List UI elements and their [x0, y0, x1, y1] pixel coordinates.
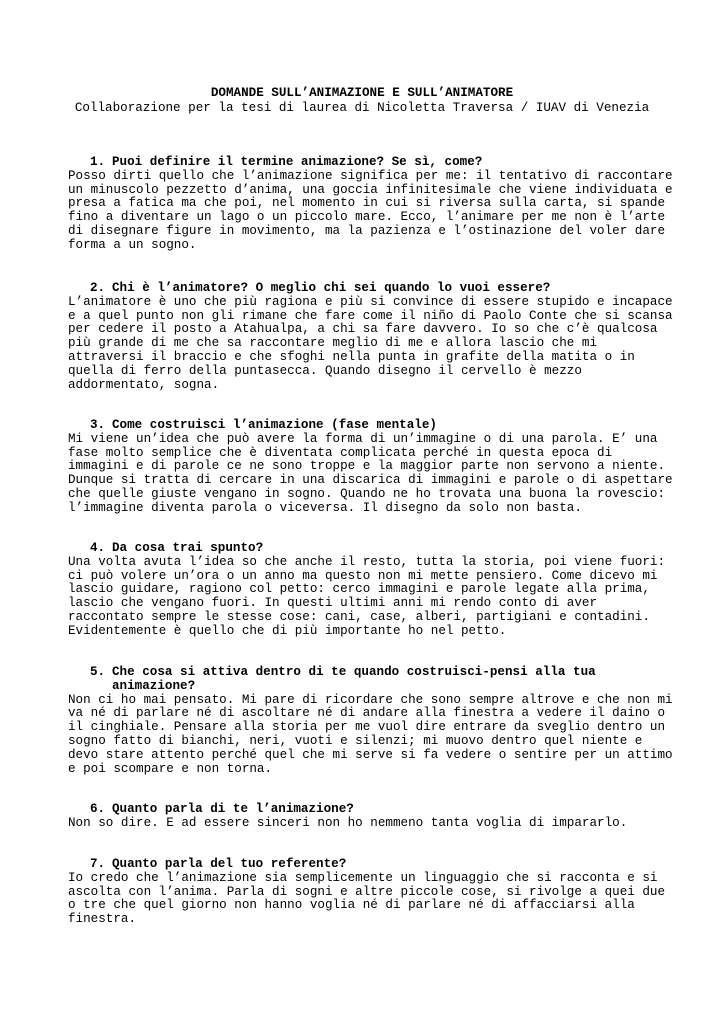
answer-line: addormentato, sogna.: [68, 377, 220, 392]
qa-block-6: [68, 803, 668, 831]
qa-block-1: [68, 155, 673, 253]
answer-line: Dunque si tratta di cercare in una discarica di immagini e parole o di aspettare: [68, 473, 673, 488]
answer-line: per cedere il posto a Atahualpa, a chi sa fare davvero. Io so che c’è qualcosa: [68, 322, 658, 337]
qa-block-5: [68, 665, 673, 776]
answer-line: lascio che vengano fuori. In questi ultimi anni mi rendo conto di aver: [68, 596, 598, 611]
question-text: Come costruisci l’animazione (fase mentale): [112, 418, 437, 432]
answer-line: Non so dire. E ad essere sinceri non ho nemmeno tanta voglia di impararlo.: [68, 815, 628, 830]
question-heading: 1. Puoi definire il termine animazione? Se sì, come?: [90, 155, 483, 169]
answer-line: lascio guidare, ragiono col petto: cerco immagini e parole legate alla prima,: [68, 582, 650, 597]
answer-line: un minuscolo pezzetto d’anima, una goccia infinitesimale che viene individuata e: [68, 182, 673, 197]
answer-line: devo stare attento perché quel che mi serve si fa vedere o sentire per un attimo: [68, 747, 673, 762]
answer-line: o tre che quel giorno non hanno voglia né di parlare né di affacciarsi alla: [68, 898, 635, 913]
answer-line: e a quel punto non gli rimane che fare come il niño di Paolo Conte che si scansa: [68, 308, 673, 323]
question-heading: 2. Chi è l’animatore? O meglio chi sei quando lo vuoi essere?: [90, 281, 551, 295]
question-text: Puoi definire il termine animazione? Se sì, come?: [112, 155, 483, 169]
question-heading: 4. Da cosa trai spunto?: [90, 541, 264, 555]
answer-line: Evidentemente è quello che di più importante ho nel petto.: [68, 623, 507, 638]
answer-line: l’immagine diventa parola o viceversa. Il disegno da solo non basta.: [68, 500, 582, 515]
answer-line: Io credo che l’animazione sia semplicemente un linguaggio che si racconta e si: [68, 870, 658, 885]
question-heading: 6. Quanto parla di te l’animazione?: [90, 802, 354, 816]
question-text: Quanto parla del tuo referente?: [112, 857, 347, 871]
answer-line: va né di parlare né di ascoltare né di andare alla finestra a vedere il daino o: [68, 706, 666, 721]
answer-line: attraversi il braccio e che sfoghi nella punta in grafite della matita o in: [68, 349, 635, 364]
answer-line: Posso dirti quello che l’animazione significa per me: il tentativo di raccontare: [68, 168, 673, 183]
document-subtitle: Collaborazione per la tesi di laurea di Nicoletta Traversa / IUAV di Venezia: [74, 101, 650, 115]
answer-line: Mi viene un’idea che può avere la forma di un’immagine o di una parola. E’ una: [68, 431, 658, 446]
answer-line: L’animatore è uno che più ragiona e più si convince di essere stupido e incapace: [68, 294, 673, 309]
answer-line: e poi scompare e non torna.: [68, 761, 273, 776]
qa-block-4: [68, 542, 668, 639]
question-heading: 7. Quanto parla del tuo referente?: [90, 857, 347, 871]
qa-block-3: [68, 418, 673, 516]
answer-line: ci può volere un’ora o un anno ma questo non mi mette pensiero. Come dicevo mi: [68, 568, 658, 583]
answer-line: il cinghiale. Pensare alla storia per me vuol dire entrare da sveglio dentro un: [68, 720, 666, 735]
question-text: Chi è l’animatore? O meglio chi sei quando lo vuoi essere?: [112, 281, 551, 295]
answer-line: finestra.: [68, 912, 137, 927]
answer-line: fase molto semplice che è diventata complicata perché in questa epoca di: [68, 445, 613, 460]
answer-line: Una volta avuta l’idea so che anche il resto, tutta la storia, poi viene fuori:: [68, 554, 666, 569]
question-text-continuation: animazione?: [112, 678, 196, 693]
answer-line: ascolta con l’anima. Parla di sogni e altre piccole cose, si rivolge a quei due: [68, 884, 666, 899]
question-heading: 3. Come costruisci l’animazione (fase mentale): [90, 418, 437, 432]
answer-line: Non ci ho mai pensato. Mi pare di ricordare che sono sempre altrove e che non mi: [68, 692, 673, 707]
question-text: Quanto parla di te l’animazione?: [112, 802, 354, 816]
question-text: Che cosa si attiva dentro di te quando costruisci-pensi alla tua: [112, 665, 596, 679]
answer-line: presa a fatica ma che poi, nel momento in cui si riversa sulla carta, si spande: [68, 196, 666, 211]
answer-line: sogno fatto di bianchi, neri, vuoti e silenzi; mi muovo dentro quel niente e: [68, 733, 643, 748]
answer-line: raccontato sempre le stesse cose: cani, case, alberi, partigiani e contadini.: [68, 609, 650, 624]
answer-line: di disegnare figure in movimento, ma la pazienza e l’ostinazione del voler dare: [68, 223, 666, 238]
answer-line: più grande di me che sa raccontare meglio di me e allora lascio che mi: [68, 336, 598, 351]
answer-line: fino a diventare un lago o un piccolo mare. Ecco, l’animare per me non è l’arte: [68, 210, 666, 225]
document-title: DOMANDE SULL’ANIMAZIONE E SULL’ANIMATORE: [210, 86, 514, 100]
qa-block-7: [68, 858, 668, 927]
answer-line: che quelle giuste vengano in sogno. Quando ne ho trovata una buona la rovescio:: [68, 486, 666, 501]
qa-block-2: [68, 281, 673, 392]
answer-line: forma a un sogno.: [68, 237, 197, 252]
question-text: Da cosa trai spunto?: [112, 541, 264, 555]
answer-line: immagini e di parole ce ne sono troppe e la maggior parte non servono a niente.: [68, 459, 666, 474]
answer-line: quella di ferro della puntasecca. Quando disegno il cervello è mezzo: [68, 363, 582, 378]
question-heading: 5. Che cosa si attiva dentro di te quando costruisci-pensi alla tua: [90, 665, 596, 679]
